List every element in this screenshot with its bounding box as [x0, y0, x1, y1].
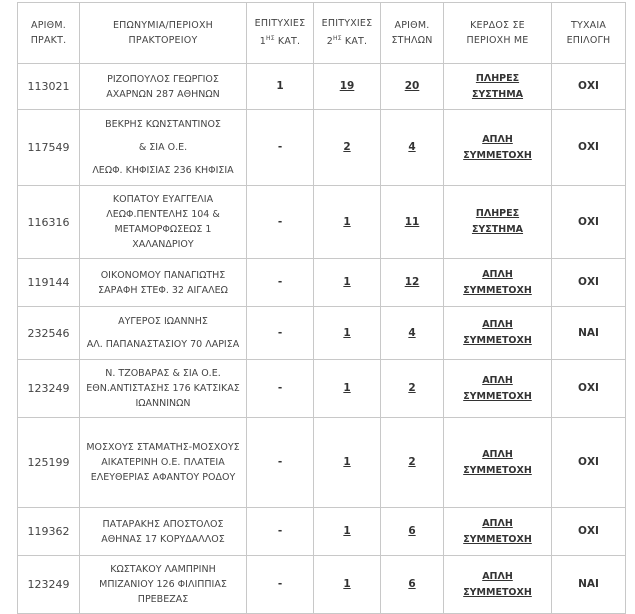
- columns-count[interactable]: 4: [408, 326, 416, 339]
- table-row: [18, 110, 626, 186]
- gain-type-link[interactable]: ΣΥΜΜΕΤΟΧΗ: [463, 533, 532, 545]
- header-agency-name: ΕΠΩΝΥΜΙΑ/ΠΕΡΙΟΧΗ ΠΡΑΚΤΟΡΕΙΟΥ: [80, 3, 247, 64]
- gain-type-link[interactable]: ΑΠΛΗ: [482, 319, 513, 330]
- columns-count[interactable]: 4: [408, 141, 416, 153]
- gain-type-link[interactable]: ΣΥΜΜΕΤΟΧΗ: [463, 464, 532, 476]
- agency-number: 125199: [18, 418, 80, 508]
- header-gain-type: ΚΕΡΔΟΣ ΣΕ ΠΕΡΙΟΧΗ ΜΕ: [444, 3, 552, 64]
- agency-number: 232546: [18, 307, 80, 360]
- agency-name: ΚΟΠΑΤΟΥ ΕΥΑΓΓΕΛΙΑ ΛΕΩΦ.ΠΕΝΤΕΛΗΣ 104 & ΜΕΤΑΜΟΡΦΩΣΕΩΣ 1 ΧΑΛΑΝΔΡΙΟΥ: [80, 186, 247, 259]
- first-category-wins: -: [247, 418, 314, 508]
- random-pick: ΟΧΙ: [552, 110, 626, 186]
- table-row: [18, 508, 626, 556]
- gain-type-link[interactable]: ΣΥΜΜΕΤΟΧΗ: [463, 335, 532, 346]
- header-first-category: ΕΠΙΤΥΧΙΕΣ $1^{H\Sigma}$ ΚΑΤ.: [247, 3, 314, 64]
- agency-number: 119144: [18, 259, 80, 307]
- second-category-wins[interactable]: 1: [343, 456, 351, 468]
- gain-type-link[interactable]: ΣΥΣΤΗΜΑ: [471, 88, 524, 100]
- agency-name: ΟΙΚΟΝΟΜΟΥ ΠΑΝΑΓΙΩΤΗΣ ΣΑΡΑΦΗ ΣΤΕΦ. 32 ΑΙΓΑΛΕΩ: [80, 259, 247, 307]
- columns-count[interactable]: 2: [408, 456, 416, 468]
- gain-type-link[interactable]: ΑΠΛΗ: [482, 133, 513, 145]
- random-pick: ΟΧΙ: [552, 64, 626, 110]
- columns-count[interactable]: 12: [404, 276, 420, 288]
- first-category-wins: -: [247, 186, 314, 259]
- agency-number: 117549: [18, 110, 80, 186]
- gain-type-link[interactable]: ΣΥΜΜΕΤΟΧΗ: [463, 149, 532, 161]
- agency-number: 123249: [18, 556, 80, 614]
- columns-count[interactable]: 20: [404, 80, 420, 92]
- random-pick: ΝΑΙ: [552, 307, 626, 360]
- first-category-wins: -: [247, 508, 314, 556]
- columns-count[interactable]: 6: [408, 525, 416, 537]
- gain-type-link[interactable]: ΑΠΛΗ: [482, 448, 513, 460]
- first-category-wins: 1: [247, 64, 314, 110]
- agency-name: Ν. ΤΖΟΒΑΡΑΣ & ΣΙΑ Ο.Ε. ΕΘΝ.ΑΝΤΙΣΤΑΣΗΣ 176 ΚΑΤΣΙΚΑΣ ΙΩΑΝΝΙΝΩΝ: [80, 360, 247, 418]
- table-row: [18, 418, 626, 508]
- columns-count[interactable]: 2: [408, 382, 416, 394]
- second-category-wins[interactable]: 19: [339, 80, 355, 92]
- columns-count[interactable]: 11: [404, 215, 420, 228]
- table-row: [18, 360, 626, 418]
- agency-number: 119362: [18, 508, 80, 556]
- winners-table: [17, 2, 626, 614]
- agency-number: 113021: [18, 64, 80, 110]
- columns-count[interactable]: 6: [408, 578, 416, 590]
- header-columns-count: ΑΡΙΘΜ. ΣΤΗΛΩΝ: [381, 3, 444, 64]
- random-pick: ΟΧΙ: [552, 259, 626, 307]
- table-row: [18, 307, 626, 360]
- gain-type-link[interactable]: ΣΥΜΜΕΤΟΧΗ: [463, 586, 532, 598]
- second-category-wins[interactable]: 2: [343, 141, 351, 153]
- agency-name: ΑΥΓΕΡΟΣ ΙΩΑΝΝΗΣ ΑΛ. ΠΑΠΑΝΑΣΤΑΣΙΟΥ 70 ΛΑΡΙΣΑ: [80, 307, 247, 360]
- table-row: [18, 186, 626, 259]
- random-pick: ΟΧΙ: [552, 418, 626, 508]
- agency-name: ΜΟΣΧΟΥΣ ΣΤΑΜΑΤΗΣ-ΜΟΣΧΟΥΣ ΑΙΚΑΤΕΡΙΝΗ Ο.Ε. ΠΛΑΤΕΙΑ ΕΛΕΥΘΕΡΙΑΣ ΑΦΑΝΤΟΥ ΡΟΔΟΥ: [80, 418, 247, 508]
- second-category-wins[interactable]: 1: [343, 215, 351, 228]
- agency-name: ΡΙΖΟΠΟΥΛΟΣ ΓΕΩΡΓΙΟΣ ΑΧΑΡΝΩΝ 287 ΑΘΗΝΩΝ: [80, 64, 247, 110]
- first-category-wins: -: [247, 110, 314, 186]
- gain-type-link[interactable]: ΣΥΜΜΕΤΟΧΗ: [463, 284, 532, 296]
- first-category-wins: -: [247, 259, 314, 307]
- agency-name: ΚΩΣΤΑΚΟΥ ΛΑΜΠΡΙΝΗ ΜΠΙΖΑΝΙΟΥ 126 ΦΙΛΙΠΠΙΑΣ ΠΡΕΒΕΖΑΣ: [80, 556, 247, 614]
- first-category-wins: -: [247, 360, 314, 418]
- gain-type-link[interactable]: ΑΠΛΗ: [482, 374, 513, 386]
- random-pick: ΟΧΙ: [552, 508, 626, 556]
- gain-type-link[interactable]: ΣΥΣΤΗΜΑ: [471, 224, 524, 235]
- agency-name: ΒΕΚΡΗΣ ΚΩΝΣΤΑΝΤΙΝΟΣ & ΣΙΑ Ο.Ε. ΛΕΩΦ. ΚΗΦΙΣΙΑΣ 236 ΚΗΦΙΣΙΑ: [80, 110, 247, 186]
- agency-number: 116316: [18, 186, 80, 259]
- header-second-category: ΕΠΙΤΥΧΙΕΣ $2^{H\Sigma}$ ΚΑΤ.: [314, 3, 381, 64]
- second-category-wins[interactable]: 1: [343, 382, 351, 394]
- first-category-wins: -: [247, 556, 314, 614]
- gain-type-link[interactable]: ΠΛΗΡΕΣ: [475, 72, 520, 84]
- random-pick: ΟΧΙ: [552, 186, 626, 259]
- table-row: [18, 259, 626, 307]
- random-pick: ΟΧΙ: [552, 360, 626, 418]
- second-category-wins[interactable]: 1: [343, 578, 351, 590]
- second-category-wins[interactable]: 1: [343, 326, 351, 339]
- gain-type-link[interactable]: ΣΥΜΜΕΤΟΧΗ: [463, 390, 532, 402]
- header-random-pick: ΤΥΧΑΙΑ ΕΠΙΛΟΓΗ: [552, 3, 626, 64]
- random-pick: ΝΑΙ: [552, 556, 626, 614]
- gain-type-link[interactable]: ΠΛΗΡΕΣ: [475, 208, 520, 219]
- header-row: [18, 3, 626, 64]
- gain-type-link[interactable]: ΑΠΛΗ: [482, 268, 513, 280]
- gain-type-link[interactable]: ΑΠΛΗ: [482, 570, 513, 582]
- header-agency-number: ΑΡΙΘΜ. ΠΡΑΚΤ.: [18, 3, 80, 64]
- table-row: [18, 64, 626, 110]
- first-category-wins: -: [247, 307, 314, 360]
- gain-type-link[interactable]: ΑΠΛΗ: [482, 517, 513, 529]
- second-category-wins[interactable]: 1: [343, 276, 351, 288]
- agency-number: 123249: [18, 360, 80, 418]
- agency-name: ΠΑΤΑΡΑΚΗΣ ΑΠΟΣΤΟΛΟΣ ΑΘΗΝΑΣ 17 ΚΟΡΥΔΑΛΛΟΣ: [80, 508, 247, 556]
- second-category-wins[interactable]: 1: [343, 525, 351, 537]
- table-row: [18, 556, 626, 614]
